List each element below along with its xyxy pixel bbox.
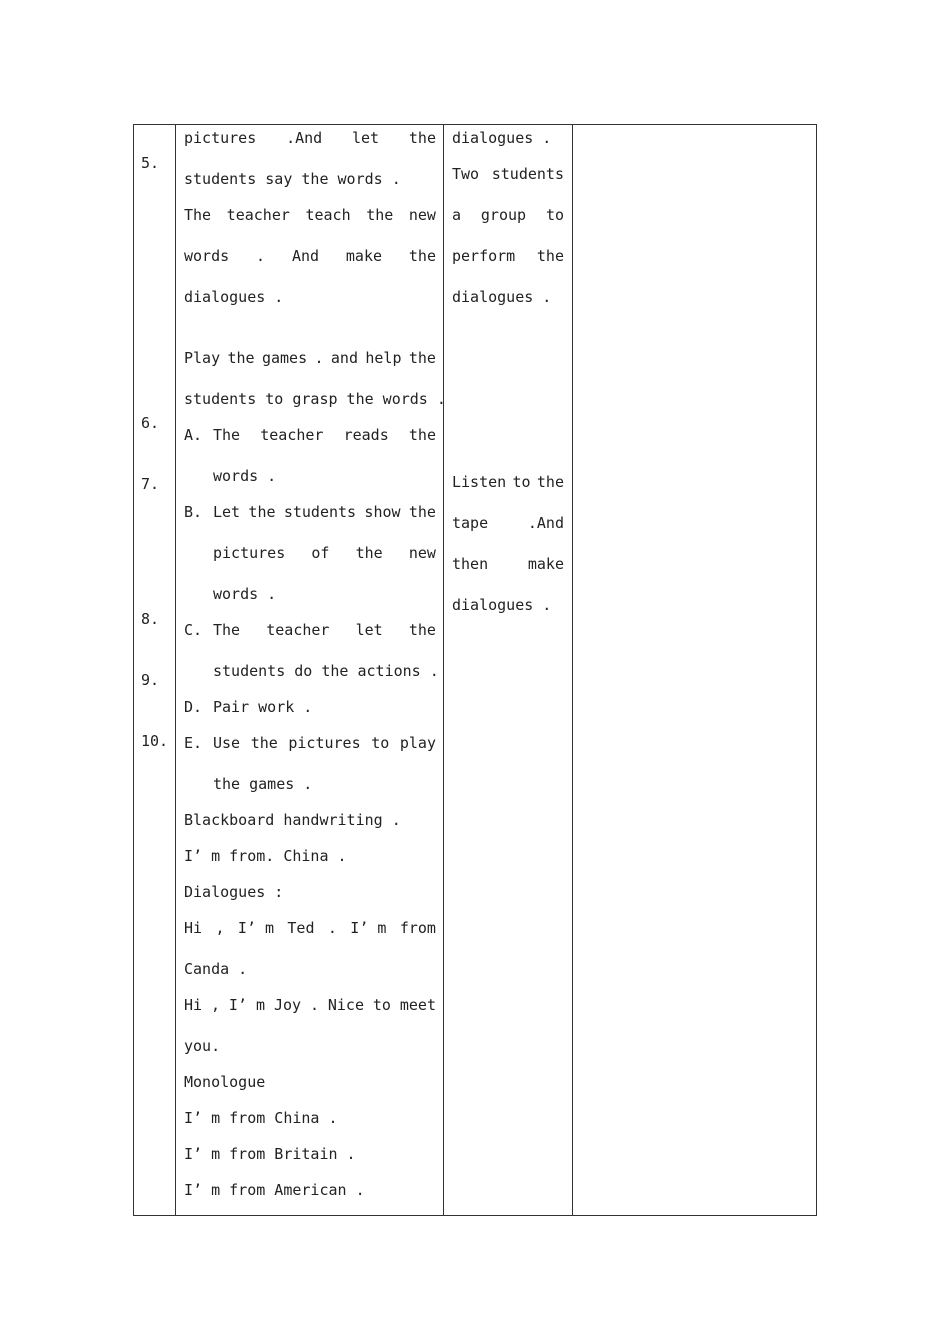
list-item: students do the actions . — [213, 662, 439, 680]
step-number: 10. — [141, 732, 169, 750]
monologue-heading: Monologue — [184, 1073, 266, 1091]
list-marker: D. — [184, 698, 203, 716]
dialogue-line: you. — [184, 1037, 221, 1055]
procedure-line: words . And make the — [184, 247, 436, 265]
activity-line: tape .And — [452, 514, 564, 532]
list-item: words . — [213, 585, 277, 603]
step-number: 6. — [141, 414, 160, 432]
procedure-line: dialogues . — [184, 288, 284, 306]
procedure-line: Play the games . and help the — [184, 349, 436, 367]
activity-line: dialogues . — [452, 596, 552, 614]
procedure-line: pictures .And let the — [184, 129, 436, 147]
procedure-line: students to grasp the words . — [184, 390, 446, 408]
blackboard-heading: Blackboard handwriting . — [184, 811, 401, 829]
column-divider — [175, 125, 176, 1215]
blackboard-line: I’ m from. China . — [184, 847, 347, 865]
activity-line: dialogues . — [452, 288, 552, 306]
list-marker: C. — [184, 621, 203, 639]
list-item: the games . — [213, 775, 313, 793]
list-item: words . — [213, 467, 277, 485]
dialogue-line: Hi , I’ m Joy . Nice to meet — [184, 996, 436, 1014]
step-number: 5. — [141, 154, 160, 172]
list-item: Let the students show the — [213, 503, 436, 521]
activity-line: dialogues . — [452, 129, 552, 147]
column-divider — [443, 125, 444, 1215]
list-marker: E. — [184, 734, 203, 752]
activity-line: a group to — [452, 206, 564, 224]
dialogue-line: Hi , I’ m Ted . I’ m from — [184, 919, 436, 937]
list-item: The teacher let the — [213, 621, 436, 639]
monologue-line: I’ m from American . — [184, 1181, 365, 1199]
list-item: pictures of the new — [213, 544, 436, 562]
monologue-line: I’ m from China . — [184, 1109, 338, 1127]
activity-line: Listen to the — [452, 473, 564, 491]
list-item: The teacher reads the — [213, 426, 436, 444]
procedure-line: The teacher teach the new — [184, 206, 436, 224]
dialogues-heading: Dialogues : — [184, 883, 284, 901]
dialogue-line: Canda . — [184, 960, 248, 978]
step-number: 8. — [141, 610, 160, 628]
activity-line: then make — [452, 555, 564, 573]
list-item: Pair work . — [213, 698, 313, 716]
step-number: 9. — [141, 671, 160, 689]
activity-line: Two students — [452, 165, 564, 183]
column-divider — [572, 125, 573, 1215]
step-number: 7. — [141, 475, 160, 493]
list-marker: A. — [184, 426, 203, 444]
activity-line: perform the — [452, 247, 564, 265]
procedure-line: students say the words . — [184, 170, 401, 188]
monologue-line: I’ m from Britain . — [184, 1145, 356, 1163]
list-marker: B. — [184, 503, 203, 521]
list-item: Use the pictures to play — [213, 734, 436, 752]
